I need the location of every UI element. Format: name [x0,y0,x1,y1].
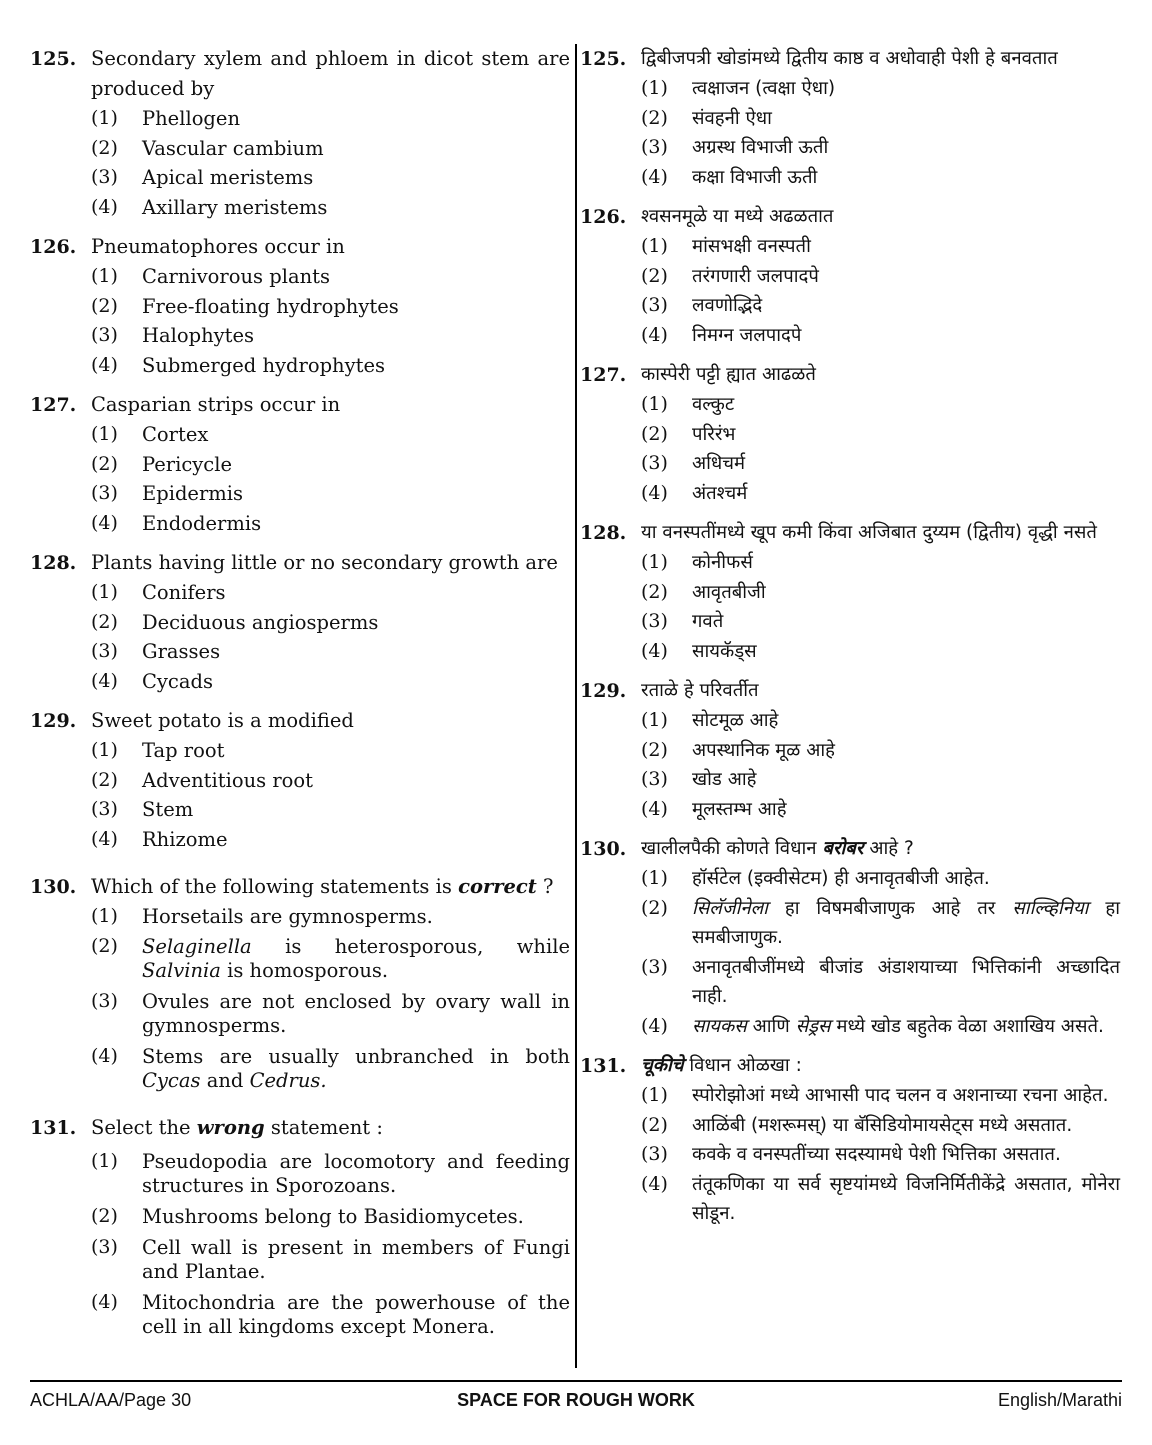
question-number: 127. [30,394,77,416]
option: (1) Phellogen [91,107,241,130]
option: (2) Adventitious root [91,768,313,792]
question-number: 125. [30,48,77,70]
question-text: कास्पेरी पट्टी ह्यात आढळते [641,364,816,385]
question-number: 129. [30,710,77,732]
option: (3) अनावृतबीजींमध्ये बीजांड अंडाशयाच्या भित्तिकांनी अच्छादित नाही. [641,955,1120,1007]
option: (4) Rhizome [91,827,228,851]
option: (2) परिरंभ [641,422,736,445]
option: (2) Pericycle [91,452,232,476]
option: (3) अग्रस्थ विभाजी ऊती [641,136,829,158]
question-text: खालीलपैकी कोणते विधान बरोबर आहे ? [641,838,914,859]
page-footer [30,1390,1122,1414]
option: (3) गवते [641,610,724,632]
question-text: Which of the following statements is correct ? [91,875,554,898]
option: (2) तरंगणारी जलपादपे [641,264,819,287]
question-text: Secondary xylem and phloem in dicot stem are produced by [91,47,570,100]
option: (3) Stem [91,798,194,821]
option: (4) सायकॅड्स [641,639,757,662]
question-125-mr [580,44,1120,192]
option: (2) संवहनी ऐधा [641,106,772,129]
option: (2) अपस्थानिक मूळ आहे [641,738,835,761]
question-number: 126. [580,206,627,228]
option: (3) अधिचर्म [641,452,746,474]
question-131-mr [580,1051,1120,1229]
option: (1) कोनीफर्स [641,551,753,573]
question-number: 131. [30,1116,77,1139]
option: (1) त्वक्षाजन (त्वक्षा ऐधा) [641,77,836,99]
option: (1) सोटमूळ आहे [641,709,779,731]
question-text: चूकीचे विधान ओळखा : [641,1055,802,1076]
question-129-en [30,706,570,854]
question-130-en [30,872,570,1097]
question-text: Plants having little or no secondary growth are [91,551,558,574]
column-divider [575,44,577,1368]
question-128-mr [580,518,1120,666]
option: (2) सिलॅजीनेला हा विषमबीजाणुक आहे तर साल्व्हिनिया हा समबीजाणुक. [641,896,1120,948]
page-code: ACHLA/AA/Page 30 [30,1390,192,1410]
option: (2) आवृतबीजी [641,580,766,603]
question-text: Sweet potato is a modified [91,709,354,732]
question-text: Casparian strips occur in [91,393,341,416]
question-126-mr [580,202,1120,350]
option: (4) Endodermis [91,511,262,535]
option: (1) वल्कुट [641,393,735,415]
option: (1) Pseudopodia are locomotory and feeding structures in Sporozoans. [91,1149,570,1197]
option: (4) Mitochondria are the powerhouse of the cell in all kingdoms except Monera. [91,1290,570,1338]
option: (4) Cycads [91,669,213,693]
option: (4) Stems are usually unbranched in both Cycas and Cedrus. [91,1044,570,1092]
option: (3) Grasses [91,640,221,663]
option: (4) अंतश्चर्म [641,481,748,504]
question-number: 128. [30,552,77,574]
option: (3) Halophytes [91,324,255,347]
option: (4) Axillary meristems [91,195,328,219]
question-text: Pneumatophores occur in [91,235,345,258]
option: (2) Deciduous angiosperms [91,610,379,634]
option: (3) लवणोद्भिदे [641,294,763,316]
option: (2) Mushrooms belong to Basidiomycetes. [91,1204,524,1228]
option: (1) Cortex [91,423,209,446]
option: (2) Vascular cambium [91,136,324,160]
question-126-en [30,232,570,380]
question-number: 125. [580,48,627,70]
option: (1) मांसभक्षी वनस्पती [641,235,811,257]
option: (4) Submerged hydrophytes [91,353,386,377]
option: (1) Horsetails are gymnosperms. [91,905,433,928]
marathi-column [580,44,1120,1239]
question-125-en [30,44,570,222]
option: (3) कवके व वनस्पतींच्या सदस्यामधे पेशी भित्तिका असतात. [641,1143,1061,1165]
question-127-mr [580,360,1120,508]
question-text: या वनस्पतींमध्ये खूप कमी किंवा अजिबात दुय्यम (द्वितीय) वृद्धी नसते [641,522,1097,543]
language-label: English/Marathi [997,1390,1122,1410]
question-number: 126. [30,236,77,258]
option: (4) सायकस आणि सेड्रस मध्ये खोड बहुतेक वेळा अशाखिय असते. [641,1014,1104,1037]
question-text: श्वसनमूळे या मध्ये अढळतात [641,206,834,227]
option: (2) Selaginella is heterosporous, while Salvinia is homosporous. [91,934,570,982]
option: (1) स्पोरोझोआं मध्ये आभासी पाद चलन व अशनाच्या रचना आहेत. [641,1084,1109,1106]
option: (2) आळिंबी (मशरूमस्) या बॅसिडियोमायसेट्स मध्ये असतात. [641,1113,1073,1136]
question-number: 129. [580,680,627,702]
question-text: रताळे हे परिवर्तीत [641,680,759,701]
option: (3) खोड आहे [641,768,757,790]
option: (4) निमग्न जलपादपे [641,323,802,346]
question-128-en [30,548,570,696]
question-number: 128. [580,522,627,544]
question-text: Select the wrong statement : [91,1115,383,1139]
question-number: 130. [30,876,77,898]
footer-rule [30,1380,1122,1382]
option: (1) Tap root [91,739,225,762]
option: (3) Apical meristems [91,166,314,189]
question-number: 130. [580,838,627,860]
option: (4) तंतूकणिका या सर्व सृष्टयांमध्ये विजनिर्मितीकेंद्रे असतात, मोनेरा सोडून. [641,1172,1120,1224]
rough-work-label: SPACE FOR ROUGH WORK [457,1390,695,1410]
option: (4) मूलस्तम्भ आहे [641,797,787,820]
option: (3) Epidermis [91,482,244,505]
option: (3) Ovules are not enclosed by ovary wall in gymnosperms. [91,989,570,1037]
option: (1) Carnivorous plants [91,265,330,288]
option: (4) कक्षा विभाजी ऊती [641,165,818,188]
question-number: 127. [580,364,627,386]
question-130-mr [580,834,1120,1041]
option: (3) Cell wall is present in members of Fungi and Plantae. [91,1235,570,1283]
question-131-en [30,1113,570,1343]
question-129-mr [580,676,1120,824]
question-127-en [30,390,570,538]
question-text: द्विबीजपत्री खोडांमध्ये द्वितीय काष्ठ व अधोवाही पेशी हे बनवतात [641,48,1058,69]
option: (1) हॉर्सटेल (इक्वीसेटम) ही अनावृतबीजी आहेत. [641,867,990,889]
question-number: 131. [580,1055,627,1077]
option: (2) Free-floating hydrophytes [91,294,399,318]
option: (1) Conifers [91,581,226,604]
english-column [30,44,570,1353]
